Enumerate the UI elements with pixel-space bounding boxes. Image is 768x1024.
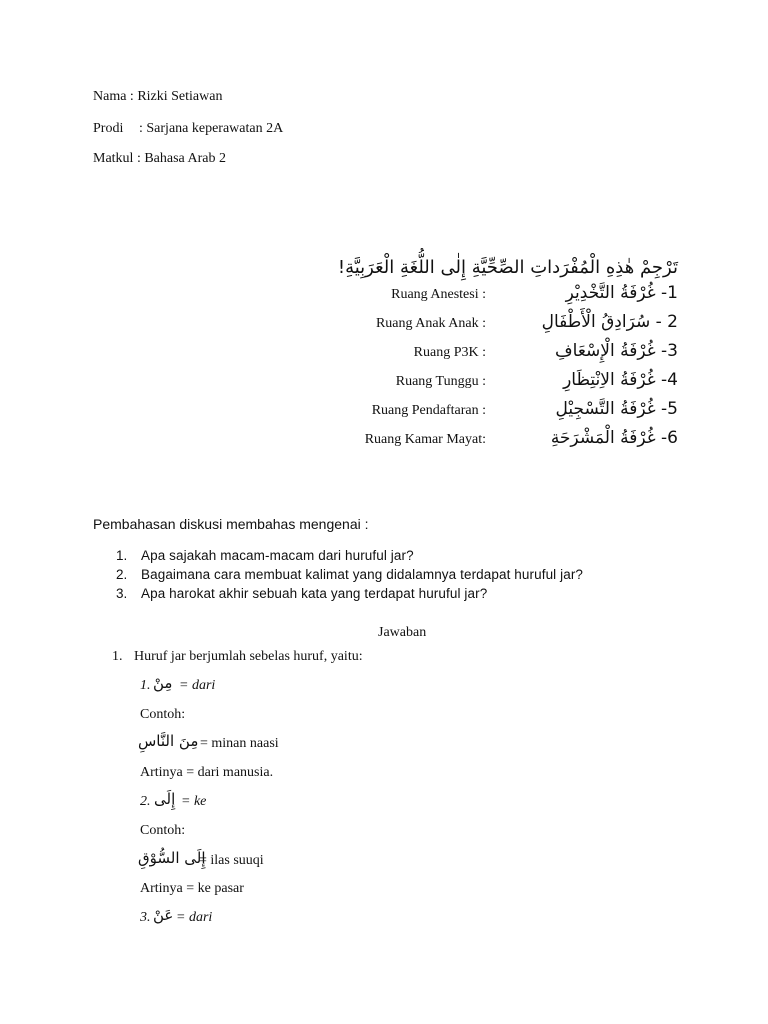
jar-entry-number: 2. xyxy=(140,794,151,809)
jar-entry-arabic: مِنْ xyxy=(153,674,173,692)
jar-entry-arabic: عَنْ xyxy=(153,906,174,924)
exercise-instruction: تَرْجِمْ هٰذِهِ الْمُفْرَداتِ الصِّحِّيَّةِ إِلٰى اللُّغَةِ الْعَرَبِيَّةِ! xyxy=(337,257,678,278)
study-program-label: Prodi xyxy=(93,121,124,136)
question-text: Bagaimana cara membuat kalimat yang didalamnya terdapat huruful jar? xyxy=(141,567,584,582)
jar-entry-meaning: = dari xyxy=(176,910,213,925)
answer-item-number: 1. xyxy=(112,649,123,664)
example-meaning: Artinya = dari manusia. xyxy=(140,765,274,780)
jar-entry-meaning: = ke xyxy=(181,794,207,809)
vocab-ar-4: 4- غُرْفَةُ الاِنْتِظَارِ xyxy=(563,370,678,390)
jar-entry-meaning: = dari xyxy=(179,678,216,693)
discussion-intro: Pembahasan diskusi membahas mengenai : xyxy=(93,516,369,532)
vocab-ar-1: 1- غُرْفَةُ التَّخْدِيْرِ xyxy=(565,283,678,303)
jar-entry-arabic: إِلَى xyxy=(154,790,176,808)
example-arabic: إِلَى السُّوْقِ xyxy=(138,849,206,867)
example-label: Contoh: xyxy=(140,707,186,722)
jar-entry-number: 1. xyxy=(140,678,151,693)
example-meaning: Artinya = ke pasar xyxy=(140,881,244,896)
vocab-id-5: Ruang Pendaftaran : xyxy=(371,403,486,418)
vocab-id-1: Ruang Anestesi : xyxy=(391,287,486,302)
answer-heading: Jawaban xyxy=(378,625,427,640)
example-transliteration: = minan naasi xyxy=(200,736,279,751)
vocab-id-3: Ruang P3K : xyxy=(413,345,486,360)
course-name: Matkul : Bahasa Arab 2 xyxy=(93,151,226,166)
question-number: 1. xyxy=(116,548,128,563)
question-text: Apa harokat akhir sebuah kata yang terdapat huruful jar? xyxy=(141,586,488,601)
question-number: 2. xyxy=(116,567,128,582)
example-transliteration: = ilas suuqi xyxy=(199,853,264,868)
vocab-ar-2: 2 - سُرَادِقُ الْأَطْفَالِ xyxy=(541,312,678,332)
question-text: Apa sajakah macam-macam dari huruful jar? xyxy=(141,548,414,563)
vocab-id-2: Ruang Anak Anak : xyxy=(375,316,486,331)
student-name: Nama : Rizki Setiawan xyxy=(93,89,223,104)
jar-entry-number: 3. xyxy=(140,910,151,925)
study-program-value: : Sarjana keperawatan 2A xyxy=(139,121,284,136)
vocab-id-4: Ruang Tunggu : xyxy=(395,374,486,389)
vocab-ar-3: 3- غُرْفَةُ الْإِسْعَافِ xyxy=(555,341,678,361)
vocab-ar-6: 6- غُرْفَةُ الْمَشْرَحَةِ xyxy=(550,428,678,448)
example-label: Contoh: xyxy=(140,823,186,838)
answer-item-text: Huruf jar berjumlah sebelas huruf, yaitu: xyxy=(134,649,363,664)
vocab-id-6: Ruang Kamar Mayat: xyxy=(364,432,486,447)
vocab-ar-5: 5- غُرْفَةُ التَّسْجِيْلِ xyxy=(555,399,678,419)
question-number: 3. xyxy=(116,586,128,601)
example-arabic: مِنَ النَّاسِ xyxy=(138,732,199,750)
